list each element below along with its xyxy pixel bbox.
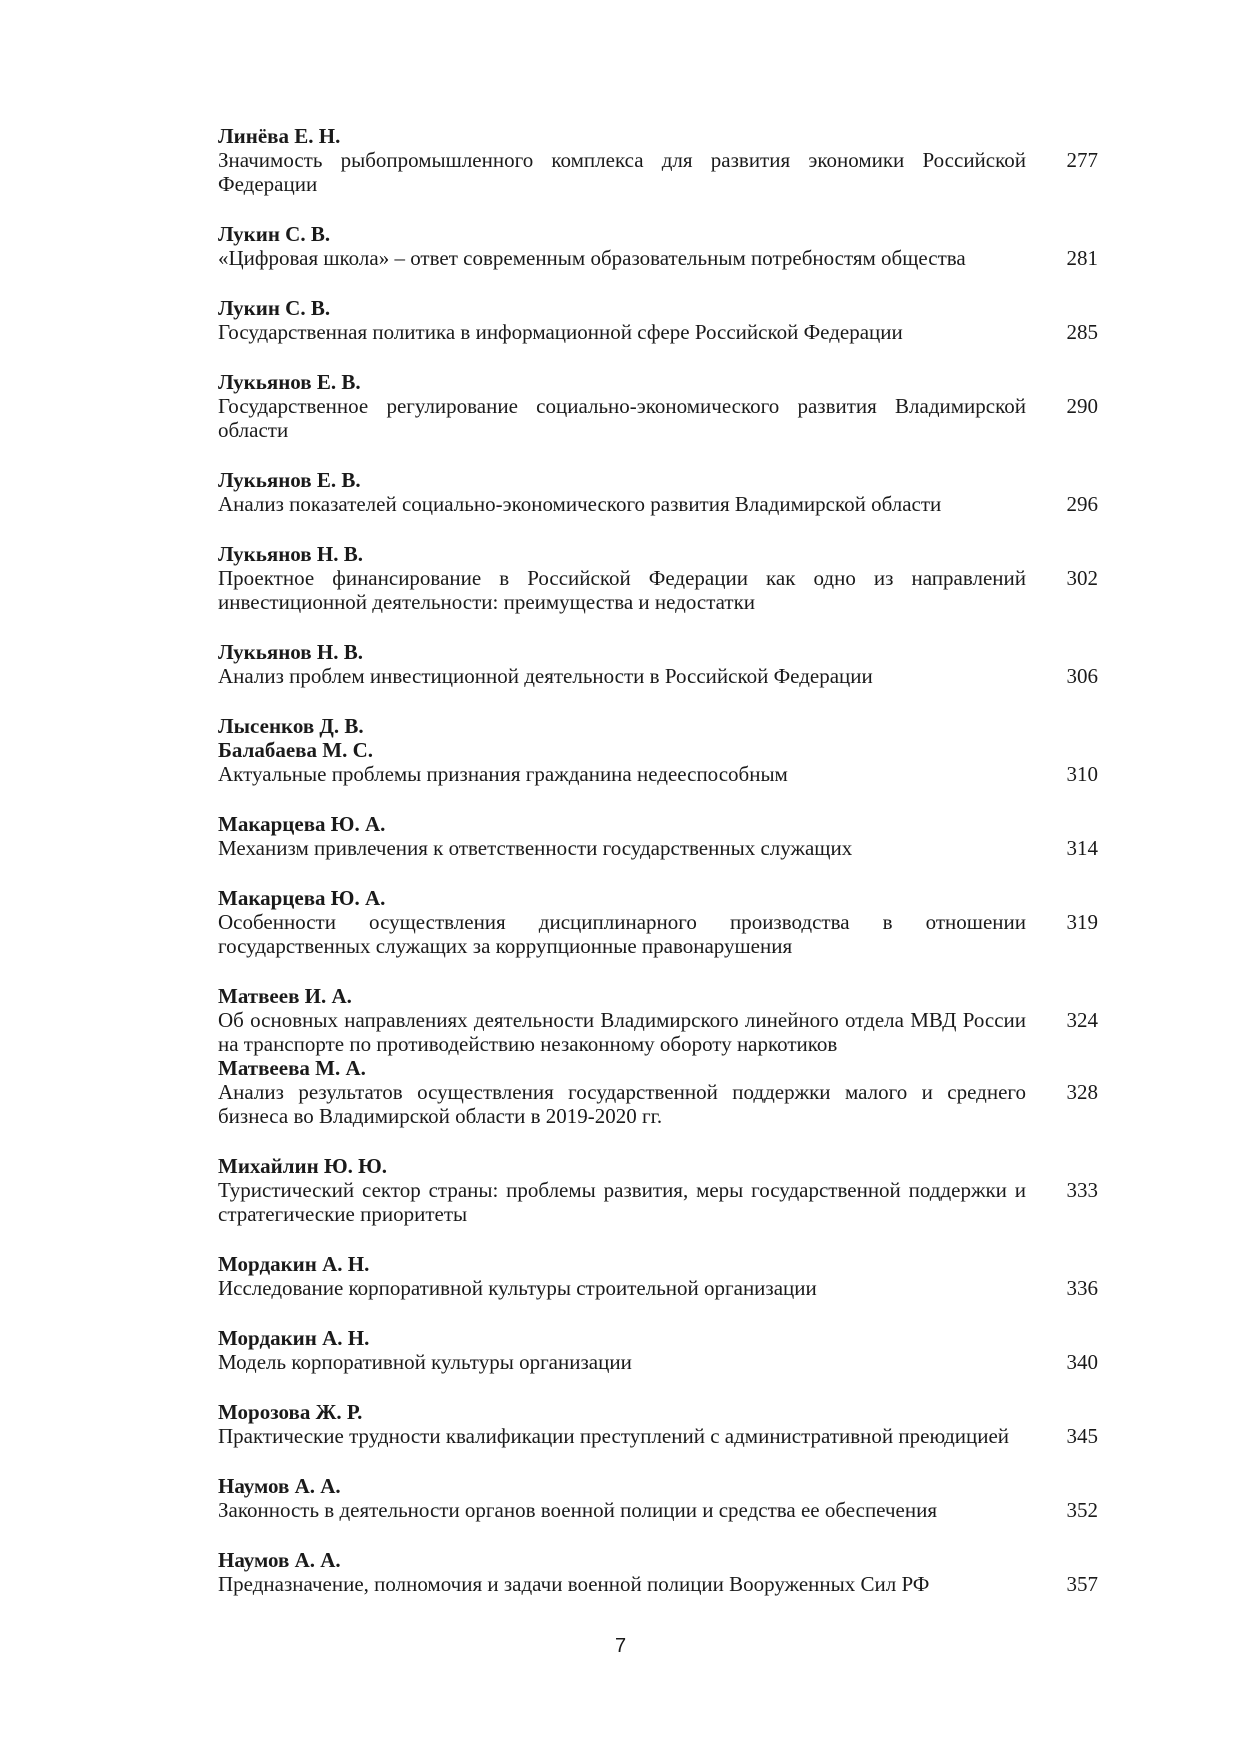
entry-title: Анализ показателей социально-экономического развития Владимирской области [218,492,942,516]
entry-page: 357 [1066,1572,1098,1596]
toc-entry [218,984,1098,1056]
entry-title: Законность в деятельности органов военной полиции и средства ее обеспечения [218,1498,937,1522]
toc-entry [218,886,1098,958]
entry-author: Мордакин А. Н. [218,1326,370,1350]
toc-entry [218,1400,1098,1448]
table-of-contents [218,124,1098,1622]
entry-page: 310 [1066,762,1098,786]
entry-title: Модель корпоративной культуры организации [218,1350,632,1374]
entry-author: Лукин С. В. [218,296,331,320]
entry-author: Лысенков Д. В. [218,714,364,738]
entry-author: Макарцева Ю. А. [218,812,386,836]
entry-title: Практические трудности квалификации преступлений с административной преюдицией [218,1424,1010,1448]
entry-page: 333 [1066,1178,1098,1202]
entry-author: Морозова Ж. Р. [218,1400,363,1424]
entry-author: Наумов А. А. [218,1474,341,1498]
toc-entry [218,1056,1098,1128]
entry-title: Значимость рыбопромышленного комплекса для развития экономики Российской Федерации [218,148,1026,196]
entry-title: Особенности осуществления дисциплинарного производства в отношении государственных служащих за коррупционные правонарушения [218,910,1026,958]
toc-entry [218,222,1098,270]
toc-entry [218,468,1098,516]
entry-page: 352 [1066,1498,1098,1522]
entry-author: Макарцева Ю. А. [218,886,386,910]
entry-author: Матвеева М. А. [218,1056,366,1080]
entry-page: 340 [1066,1350,1098,1374]
entry-title: Механизм привлечения к ответственности государственных служащих [218,836,853,860]
toc-entry [218,1326,1098,1374]
entry-page: 302 [1066,566,1098,590]
entry-author: Линёва Е. Н. [218,124,341,148]
toc-entry [218,812,1098,860]
entry-page: 290 [1066,394,1098,418]
entry-page: 319 [1066,910,1098,934]
entry-title: Актуальные проблемы признания гражданина недееспособным [218,762,788,786]
toc-entry [218,1474,1098,1522]
toc-entry [218,1154,1098,1226]
entry-title: Туристический сектор страны: проблемы развития, меры государственной поддержки и стратегические приоритеты [218,1178,1026,1226]
entry-page: 345 [1066,1424,1098,1448]
entry-title: Исследование корпоративной культуры строительной организации [218,1276,817,1300]
entry-page: 324 [1066,1008,1098,1032]
entry-page: 328 [1066,1080,1098,1104]
page-number: 7 [614,1635,627,1657]
toc-entry [218,640,1098,688]
entry-author: Лукьянов Н. В. [218,542,363,566]
entry-author: Матвеев И. А. [218,984,352,1008]
toc-entry [218,1252,1098,1300]
entry-page: 281 [1066,246,1098,270]
entry-author: Балабаева М. С. [218,738,373,762]
entry-title: Государственная политика в информационной сфере Российской Федерации [218,320,903,344]
entry-author: Мордакин А. Н. [218,1252,370,1276]
entry-page: 336 [1066,1276,1098,1300]
toc-entry [218,1548,1098,1596]
toc-entry [218,124,1098,196]
entry-page: 296 [1066,492,1098,516]
entry-author: Михайлин Ю. Ю. [218,1154,388,1178]
toc-entry [218,370,1098,442]
entry-author: Лукьянов Е. В. [218,468,361,492]
entry-page: 314 [1066,836,1098,860]
entry-title: Об основных направлениях деятельности Владимирского линейного отдела МВД России на транспорте по противодействию незаконному обороту наркотиков [218,1008,1026,1056]
entry-page: 285 [1066,320,1098,344]
entry-author: Лукин С. В. [218,222,331,246]
entry-author: Лукьянов Е. В. [218,370,361,394]
entry-title: Государственное регулирование социально-экономического развития Владимирской области [218,394,1026,442]
entry-title: «Цифровая школа» – ответ современным образовательным потребностям общества [218,246,966,270]
entry-title: Проектное финансирование в Российской Федерации как одно из направлений инвестиционной деятельности: преимущества и недостатки [218,566,1026,614]
toc-entry [218,296,1098,344]
toc-entry [218,542,1098,614]
entry-title: Предназначение, полномочия и задачи военной полиции Вооруженных Сил РФ [218,1572,930,1596]
entry-title: Анализ проблем инвестиционной деятельности в Российской Федерации [218,664,873,688]
entry-page: 277 [1066,148,1098,172]
entry-author: Лукьянов Н. В. [218,640,363,664]
entry-page: 306 [1066,664,1098,688]
entry-author: Наумов А. А. [218,1548,341,1572]
entry-title: Анализ результатов осуществления государственной поддержки малого и среднего бизнеса во Владимирской области в 2019-2020 гг. [218,1080,1026,1128]
toc-entry [218,714,1098,786]
